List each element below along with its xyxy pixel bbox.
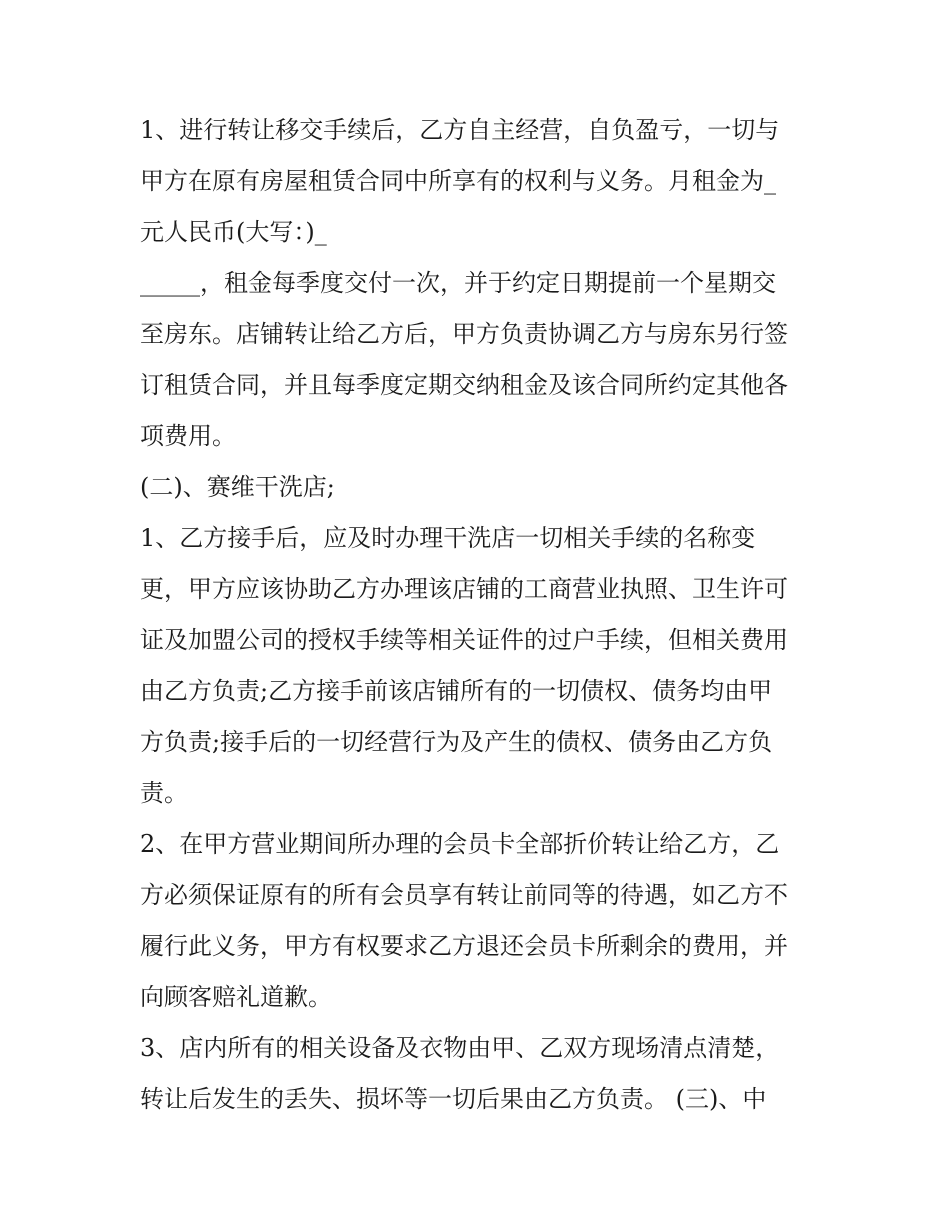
text-line: 至房东。店铺转让给乙方后，甲方负责协调乙方与房东另行签 xyxy=(140,320,788,348)
text-line: 2、在甲方营业期间所办理的会员卡全部折价转让给乙方，乙 xyxy=(140,830,780,858)
section-heading: (二)、赛维干洗店; xyxy=(140,473,335,501)
text-line: 1、乙方接手后，应及时办理干洗店一切相关手续的名称变 xyxy=(140,524,756,552)
text-line: 更，甲方应该协助乙方办理该店铺的工商营业执照、卫生许可 xyxy=(140,575,788,603)
text-line: 1、进行转让移交手续后，乙方自主经营，自负盈亏，一切与 xyxy=(140,116,780,144)
document-body xyxy=(140,105,830,1125)
text-line: 甲方在原有房屋租赁合同中所享有的权利与义务。月租金为_ xyxy=(140,167,776,195)
text-line: 3、店内所有的相关设备及衣物由甲、乙双方现场清点清楚， xyxy=(140,1034,780,1062)
text-line: 订租赁合同，并且每季度定期交纳租金及该合同所约定其他各 xyxy=(140,371,788,399)
text-line: 证及加盟公司的授权手续等相关证件的过户手续，但相关费用 xyxy=(140,626,788,654)
text-line: 元人民币(大写：)_ xyxy=(140,218,327,246)
text-line: 方必须保证原有的所有会员享有转让前同等的待遇，如乙方不 xyxy=(140,881,788,909)
text-line: 方负责;接手后的一切经营行为及产生的债权、债务由乙方负 xyxy=(140,728,773,756)
text-line: 向顾客赔礼道歉。 xyxy=(140,983,332,1011)
text-line: 由乙方负责;乙方接手前该店铺所有的一切债权、债务均由甲 xyxy=(140,677,773,705)
text-line: 履行此义务，甲方有权要求乙方退还会员卡所剩余的费用，并 xyxy=(140,932,788,960)
text-line: _____，租金每季度交付一次，并于约定日期提前一个星期交 xyxy=(140,269,776,297)
text-line: 项费用。 xyxy=(140,422,236,450)
text-line: 责。 xyxy=(140,779,188,807)
text-line: 转让后发生的丢失、损坏等一切后果由乙方负责。 (三)、中 xyxy=(140,1085,767,1113)
